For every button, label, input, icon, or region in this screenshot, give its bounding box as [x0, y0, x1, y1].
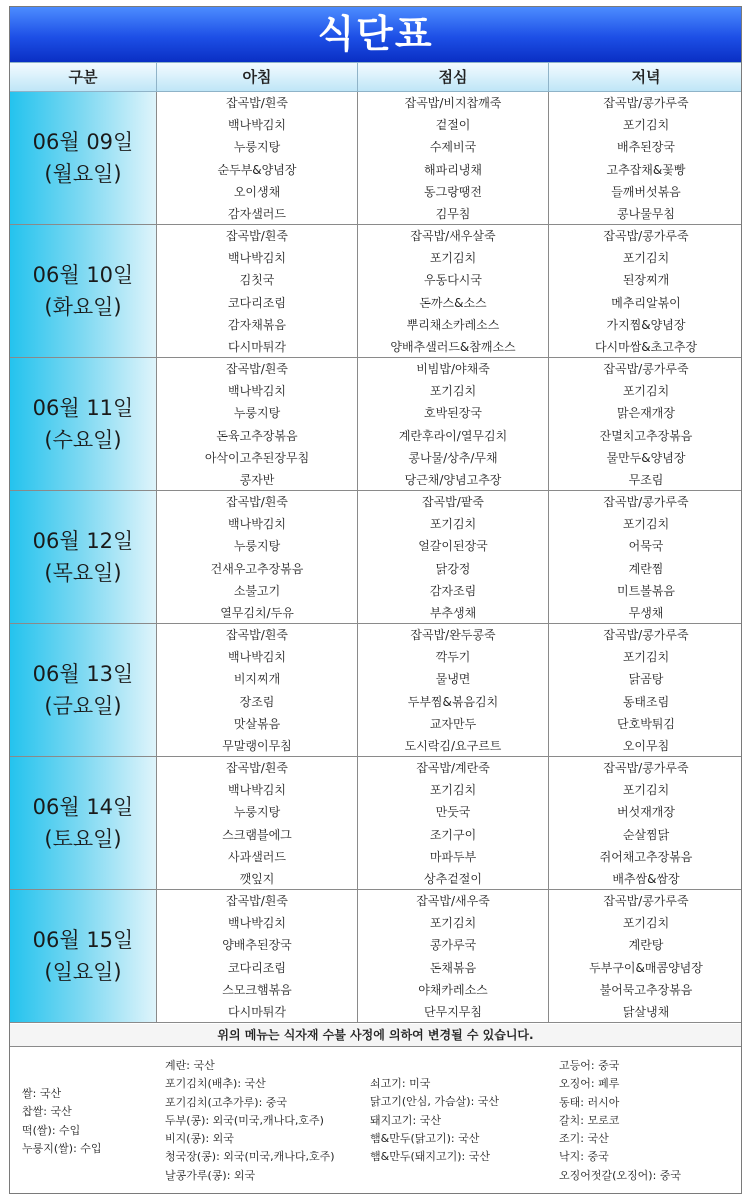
day-row: [10, 358, 741, 491]
date-label: 06월 12일: [32, 529, 134, 553]
menu-item: 누룽지탕: [233, 406, 281, 421]
day-row: [10, 624, 741, 757]
menu-item: 비지찌개: [233, 672, 281, 687]
origin-line: 갈치: 모로코: [559, 1113, 620, 1127]
date-cell: [10, 92, 157, 224]
menu-item: 가지찜&양념장: [606, 317, 686, 332]
breakfast-cell: [157, 624, 358, 756]
menu-item: 잡곡밥/콩가루죽: [603, 628, 689, 642]
menu-item: 소불고기: [233, 583, 281, 598]
day-row: [10, 92, 741, 225]
menu-item: 잡곡밥/콩가루죽: [603, 495, 689, 509]
change-notice: 위의 메뉴는 식자재 수불 사정에 의하여 변경될 수 있습니다.: [10, 1024, 741, 1047]
menu-item: 포기김치: [429, 384, 477, 399]
origin-line: 햄&만두(돼지고기): 국산: [370, 1150, 490, 1164]
menu-item: 메추리알볶이: [611, 295, 681, 310]
origin-column-egg-kimchi-bean: [165, 1057, 335, 1185]
menu-item: 어묵국: [628, 539, 664, 554]
origin-line: 조기: 국산: [559, 1132, 609, 1146]
weekday-label: (수요일): [44, 428, 122, 452]
menu-item: 사과샐러드: [228, 849, 286, 864]
origin-line: 쌀: 국산: [22, 1087, 62, 1100]
header-dinner: 저녁: [631, 68, 661, 86]
dinner-cell: [549, 890, 743, 1022]
menu-item: 깻잎지: [239, 871, 275, 886]
origin-column-grain: [22, 1085, 102, 1158]
origin-line: 돼지고기: 국산: [370, 1113, 441, 1127]
menu-item: 닭강정: [435, 561, 471, 576]
menu-item: 포기김치: [429, 783, 477, 798]
menu-item: 잡곡밥/완두콩죽: [410, 628, 496, 642]
menu-item: 겉절이: [435, 118, 471, 133]
menu-item: 잡곡밥/새우살죽: [410, 229, 496, 243]
menu-item: 된장찌개: [622, 273, 670, 288]
menu-item: 콩가루국: [429, 938, 477, 953]
origin-line: 비지(콩): 외국: [165, 1132, 234, 1146]
lunch-cell: [358, 757, 549, 889]
menu-item: 돈육고추장볶음: [216, 428, 298, 443]
menu-item: 교자만두: [429, 716, 477, 731]
menu-item: 오이무침: [622, 738, 670, 753]
menu-item: 김무침: [435, 206, 471, 221]
menu-item: 얼갈이된장국: [418, 539, 488, 554]
breakfast-cell: [157, 225, 358, 357]
menu-item: 잡곡밥/콩가루죽: [603, 96, 689, 110]
menu-item: 아삭이고추된장무침: [204, 450, 310, 465]
menu-item: 누룽지탕: [233, 539, 281, 554]
menu-item: 포기김치: [622, 517, 670, 532]
origin-line: 두부(콩): 외국(미국,캐나다,호주): [165, 1113, 324, 1127]
menu-item: 물냉면: [435, 672, 471, 687]
menu-item: 잡곡밥/흰죽: [225, 96, 288, 110]
weekday-label: (화요일): [44, 295, 122, 319]
header-lunch: 점심: [358, 63, 549, 91]
menu-item: 불어묵고추장볶음: [599, 982, 693, 997]
menu-item: 도시락김/요구르트: [404, 738, 502, 753]
menu-item: 잡곡밥/콩가루죽: [603, 229, 689, 243]
menu-item: 포기김치: [429, 517, 477, 532]
dinner-cell: [549, 225, 743, 357]
menu-item: 스모크햄볶음: [222, 982, 292, 997]
menu-item: 미트볼볶음: [617, 583, 675, 598]
menu-item: 백나박김치: [228, 517, 286, 532]
menu-item: 코다리조림: [228, 295, 286, 310]
menu-item: 잡곡밥/새우죽: [416, 894, 490, 908]
menu-item: 계란탕: [628, 938, 664, 953]
menu-item: 백나박김치: [228, 384, 286, 399]
menu-item: 두부구이&매콤양념장: [589, 960, 703, 975]
menu-item: 돈채볶음: [429, 960, 477, 975]
menu-item: 동태조림: [622, 694, 670, 709]
breakfast-cell: [157, 358, 358, 490]
day-row: [10, 491, 741, 624]
origin-line: 오징어젓갈(오징어): 중국: [559, 1168, 682, 1182]
menu-item: 물만두&양념장: [606, 450, 686, 465]
origin-line: 찹쌀: 국산: [22, 1105, 72, 1119]
date-cell: [10, 358, 157, 490]
breakfast-cell: [157, 491, 358, 623]
menu-item: 백나박김치: [228, 118, 286, 133]
weekday-label: (토요일): [44, 827, 122, 851]
menu-item: 잡곡밥/팥죽: [421, 495, 484, 509]
menu-item: 순살찜닭: [622, 827, 670, 842]
menu-item: 맛살볶음: [233, 716, 281, 731]
breakfast-cell: [157, 890, 358, 1022]
menu-item: 깍두기: [435, 650, 471, 665]
origin-line: 누룽지(쌀): 수입: [22, 1141, 102, 1155]
menu-item: 쥐어채고추장볶음: [599, 849, 693, 864]
origin-line: 포기김치(배추): 국산: [165, 1077, 266, 1091]
breakfast-cell: [157, 92, 358, 224]
menu-item: 야채카레소스: [418, 982, 488, 997]
page-title: 식단표: [317, 12, 434, 56]
origin-line: 청국장(콩): 외국(미국,캐나다,호주): [165, 1150, 335, 1164]
dinner-cell: [549, 491, 743, 623]
day-row: [10, 757, 741, 890]
lunch-cell: [358, 624, 549, 756]
menu-item: 버섯재개장: [617, 805, 675, 820]
date-label: 06월 13일: [32, 662, 134, 686]
menu-item: 포기김치: [622, 783, 670, 798]
origin-line: 날콩가루(콩): 외국: [165, 1168, 256, 1182]
menu-item: 콩나물무침: [617, 206, 675, 221]
origin-line: 떡(쌀): 수입: [22, 1123, 81, 1137]
breakfast-cell: [157, 757, 358, 889]
dinner-cell: [549, 92, 743, 224]
weekday-label: (금요일): [44, 694, 122, 718]
menu-item: 포기김치: [429, 251, 477, 266]
origin-line: 닭고기(안심, 가슴살): 국산: [370, 1095, 500, 1109]
menu-item: 잡곡밥/비지찹깨죽: [404, 96, 502, 110]
menu-item: 장조림: [239, 694, 275, 709]
menu-item: 잡곡밥/흰죽: [225, 495, 288, 509]
menu-item: 단무지무침: [424, 1004, 482, 1019]
weekday-label: (목요일): [44, 561, 122, 585]
menu-item: 호박된장국: [424, 406, 482, 421]
date-cell: [10, 225, 157, 357]
menu-item: 백나박김치: [228, 251, 286, 266]
menu-item: 뿌리채소카레소스: [406, 317, 500, 332]
title-bar: [10, 7, 741, 62]
header-row: [10, 62, 741, 92]
dinner-cell: [549, 624, 743, 756]
date-cell: [10, 491, 157, 623]
menu-item: 단호박튀김: [617, 716, 675, 731]
menu-item: 포기김치: [622, 650, 670, 665]
menu-item: 건새우고추장볶음: [210, 561, 304, 576]
origin-column-meat: [370, 1075, 499, 1166]
menu-item: 당근채/양념고추장: [404, 472, 502, 487]
menu-item: 잡곡밥/콩가루죽: [603, 894, 689, 908]
date-label: 06월 10일: [32, 263, 134, 287]
menu-item: 다시마튀각: [228, 1004, 286, 1019]
origin-section: [10, 1047, 741, 1193]
lunch-cell: [358, 890, 549, 1022]
origin-column-seafood: [559, 1057, 681, 1185]
header-breakfast: 아침: [157, 63, 358, 91]
menu-item: 코다리조림: [228, 960, 286, 975]
origin-line: 고등어: 중국: [559, 1059, 620, 1072]
header-category: 구분: [10, 63, 157, 91]
day-row: [10, 225, 741, 358]
menu-item: 스크램블에그: [222, 827, 292, 842]
menu-item: 누룽지탕: [233, 140, 281, 155]
menu-item: 조기구이: [429, 827, 477, 842]
menu-item: 잡곡밥/흰죽: [225, 894, 288, 908]
menu-item: 백나박김치: [228, 783, 286, 798]
menu-item: 마파두부: [429, 849, 477, 864]
dinner-cell: [549, 757, 743, 889]
menu-item: 잡곡밥/흰죽: [225, 628, 288, 642]
menu-item: 백나박김치: [228, 916, 286, 931]
date-cell: [10, 890, 157, 1022]
menu-item: 잡곡밥/콩가루죽: [603, 362, 689, 376]
menu-item: 상추겉절이: [424, 871, 482, 886]
origin-line: 낙지: 중국: [559, 1150, 609, 1164]
origin-line: 포기김치(고추가루): 중국: [165, 1095, 288, 1109]
menu-item: 부추생채: [429, 605, 477, 620]
date-label: 06월 11일: [32, 396, 134, 420]
menu-item: 김칫국: [239, 273, 275, 288]
lunch-cell: [358, 92, 549, 224]
menu-item: 감자샐러드: [228, 206, 286, 221]
menu-item: 고추잡채&꽃빵: [606, 162, 686, 177]
menu-item: 잡곡밥/흰죽: [225, 229, 288, 243]
lunch-cell: [358, 358, 549, 490]
menu-item: 만둣국: [435, 805, 471, 820]
menu-item: 포기김치: [622, 251, 670, 266]
menu-item: 감자조림: [429, 583, 477, 598]
menu-item: 감자채볶음: [228, 317, 286, 332]
menu-item: 양배추샐러드&참깨소스: [390, 339, 516, 354]
menu-item: 잡곡밥/흰죽: [225, 362, 288, 376]
menu-item: 계란후라이/열무김치: [398, 428, 508, 443]
menu-item: 잡곡밥/흰죽: [225, 761, 288, 775]
menu-item: 오이생채: [233, 184, 281, 199]
origin-line: 쇠고기: 미국: [370, 1077, 431, 1090]
date-label: 06월 09일: [32, 130, 134, 154]
menu-item: 누룽지탕: [233, 805, 281, 820]
menu-item: 비빔밥/야채죽: [416, 362, 490, 376]
lunch-cell: [358, 491, 549, 623]
menu-item: 콩나물/상추/무채: [408, 450, 498, 465]
origin-line: 햄&만두(닭고기): 국산: [370, 1131, 480, 1145]
menu-item: 잡곡밥/계란죽: [416, 761, 490, 775]
weekday-label: (월요일): [44, 162, 122, 186]
menu-item: 무생채: [628, 605, 664, 620]
menu-item: 백나박김치: [228, 650, 286, 665]
menu-item: 닭곰탕: [628, 672, 664, 687]
menu-item: 두부찜&볶음김치: [407, 694, 499, 709]
menu-item: 무말랭이무침: [222, 738, 292, 753]
menu-item: 해파리냉채: [424, 162, 482, 177]
menu-item: 잔멸치고추장볶음: [599, 428, 693, 443]
origin-line: 계란: 국산: [165, 1059, 215, 1072]
weekday-label: (일요일): [44, 960, 122, 984]
menu-item: 동그랑땡전: [424, 184, 482, 199]
menu-item: 포기김치: [622, 916, 670, 931]
menu-item: 포기김치: [622, 384, 670, 399]
date-label: 06월 15일: [32, 928, 134, 952]
menu-item: 열무김치/두유: [220, 605, 294, 620]
lunch-cell: [358, 225, 549, 357]
menu-item: 배추된장국: [617, 140, 675, 155]
origin-line: 오징어: 페루: [559, 1077, 620, 1091]
menu-item: 무조림: [628, 472, 664, 487]
menu-item: 들깨버섯볶음: [611, 184, 681, 199]
menu-item: 돈까스&소스: [419, 295, 487, 310]
menu-item: 순두부&양념장: [217, 162, 297, 177]
date-label: 06월 14일: [32, 795, 134, 819]
date-cell: [10, 757, 157, 889]
menu-item: 포기김치: [622, 118, 670, 133]
menu-item: 맑은재개장: [617, 406, 675, 421]
menu-item: 다시마쌈&초고추장: [594, 339, 698, 354]
menu-item: 양배추된장국: [222, 938, 292, 953]
menu-item: 계란찜: [628, 561, 664, 576]
day-row: [10, 890, 741, 1023]
date-cell: [10, 624, 157, 756]
menu-table: [9, 6, 742, 1194]
menu-item: 다시마튀각: [228, 339, 286, 354]
menu-item: 포기김치: [429, 916, 477, 931]
menu-item: 닭살냉채: [622, 1004, 670, 1019]
menu-item: 잡곡밥/콩가루죽: [603, 761, 689, 775]
menu-item: 우동다시국: [424, 273, 482, 288]
dinner-cell: [549, 358, 743, 490]
menu-item: 콩자반: [239, 472, 275, 487]
origin-line: 동태: 러시아: [559, 1095, 620, 1109]
menu-item: 수제비국: [429, 140, 477, 155]
menu-item: 배추쌈&쌈장: [612, 871, 680, 886]
